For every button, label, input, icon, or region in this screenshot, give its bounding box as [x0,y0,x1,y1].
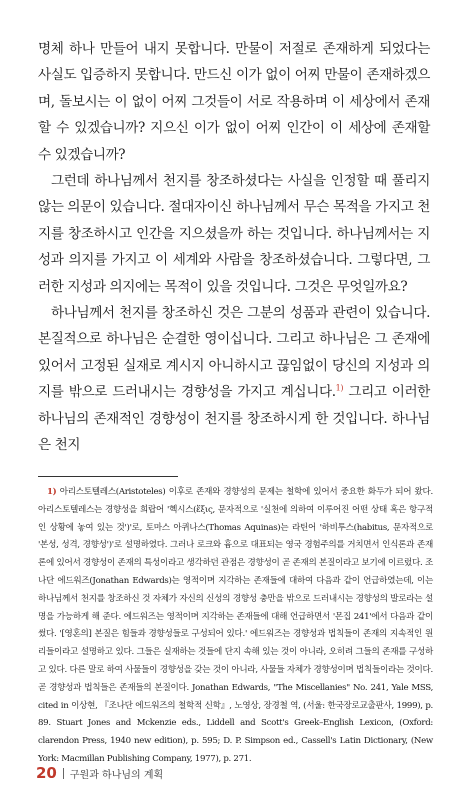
paragraph-3 [38,300,430,458]
paragraph-3-part-1: 하나님께서 천지를 창조하신 것은 그분의 성품과 관련이 있습니다. 본질적으로 하나님은 순결한 영이십니다. 그리고 하나님은 그 존재에 있어서 고정된 실재로 계시지 아니하시고 끊임없이 당신의 지성과 의지를 밖으로 드러내시는 경향성을 가지고 계십니다. [38,305,430,401]
paragraph-3-part-2: 그리고 이러한 하나님의 존재적인 경향성이 천지를 창조하시게 한 것입니다. 하나님은 천지 [38,384,430,454]
page-footer [36,764,163,782]
footnote-text: 아리스토텔레스(Aristoteles) 이후로 존재와 경향성의 문제는 철학에 있어서 중요한 화두가 되어 왔다. 아리스토텔레스는 경향성을 희랍어 '헥시스(ἕξις, 문자적으로 '실천에 의하여 이루어진 어떤 상태 혹은 항구적인 상황에 놓여 있는 것')'로, 토마스 아퀴나스(Thomas Aquinas)는 라틴어 '하비투스(habitus, 문자적으로 '본성, 성격, 경향성')'로 설명하였다. 그러나 로크와 흄으로 대표되는 영국 경험주의를 거치면서 인식론과 존재론에 있어서 경향성이 존재의 특성이라고 생각하던 관점은 경향성이 곧 존재의 본질이라고 보기에 이르렀다. 조나단 에드워즈(Jonathan Edwards)는 영적이며 지각하는 존재들에 대하여 다음과 같이 언급하였는데, 이는 하나님께서 천지를 창조하신 것 자체가 자신의 신성의 경향성 충만을 밖으로 드러내시는 경향성의 발로라는 설명을 가능하게 해 준다. 에드워즈는 영적이며 지각하는 존재들에 대해 언급하면서 '몬집 241'에서 다음과 같이 썼다. '[영혼의] 본질은 힘들과 경향성들로 구성되어 있다.' 에드워즈는 경향성과 법칙들이 존재의 지속적인 원리들이라고 설명하고 있다. 그들은 실재하는 것들에 단지 속해 있는 것이 아니라, 오히려 그들의 존재를 구성하고 있다. 다른 말로 하여 사물들이 경향성을 갖는 것이 아니라, 사물들 자체가 경향성이며 법칙들이라는 것이다. 곧 경향성과 법칙들은 존재들의 본질이다. Jonathan Edwards, "The Miscellanies" No. 241, Yale MSS, cited in 이상현, 『조나단 에드워즈의 철학적 신학』, 노영상, 장경철 역, (서울: 한국장로교출판사, 1999), p. 89. Stuart Jones and Mckenzie eds., Liddell and Scott's Greek–English Lexicon, (Oxford: clarendon Press, 1940 new edition), p. 595; D. P. Simpson ed., Cassell's Latin Dictionary, (New York: Macmillan Publishing Company, 1977), p. 271. [38,487,433,764]
footnote-reference[interactable]: 1) [335,383,344,393]
footer-separator [63,768,64,779]
footnote-1 [38,484,433,769]
footnote-divider [38,476,178,477]
paragraph-1: 명체 하나 만들어 내지 못합니다. 만물이 저절로 존재하게 되었다는 사실도 입증하지 못합니다. 만드신 이가 없이 어찌 만물이 존재하겠으며, 돌보시는 이 없이 어찌 그것들이 서로 작용하며 이 세상에서 존재할 수 있겠습니까? 지으신 이가 없이 어찌 인간이 이 세상에 존재할 수 있겠습니까? [38,41,430,163]
running-title: 구원과 하나님의 계획 [69,769,164,781]
footnote [38,484,433,769]
footnote-number: 1) [47,487,57,497]
page-number: 20 [36,764,57,782]
paragraph-2: 그런데 하나님께서 천지를 창조하셨다는 사실을 인정할 때 풀리지 않는 의문이 있습니다. 절대자이신 하나님께서 무슨 목적을 가지고 천지를 창조하시고 인간을 지으셨을까 하는 것입니다. 하나님께서는 지성과 의지를 가지고 이 세계와 사람을 창조하셨습니다. 그렇다면, 그러한 지성과 의지에는 목적이 있을 것입니다. 그것은 무엇일까요? [38,173,430,295]
main-text [38,36,430,459]
